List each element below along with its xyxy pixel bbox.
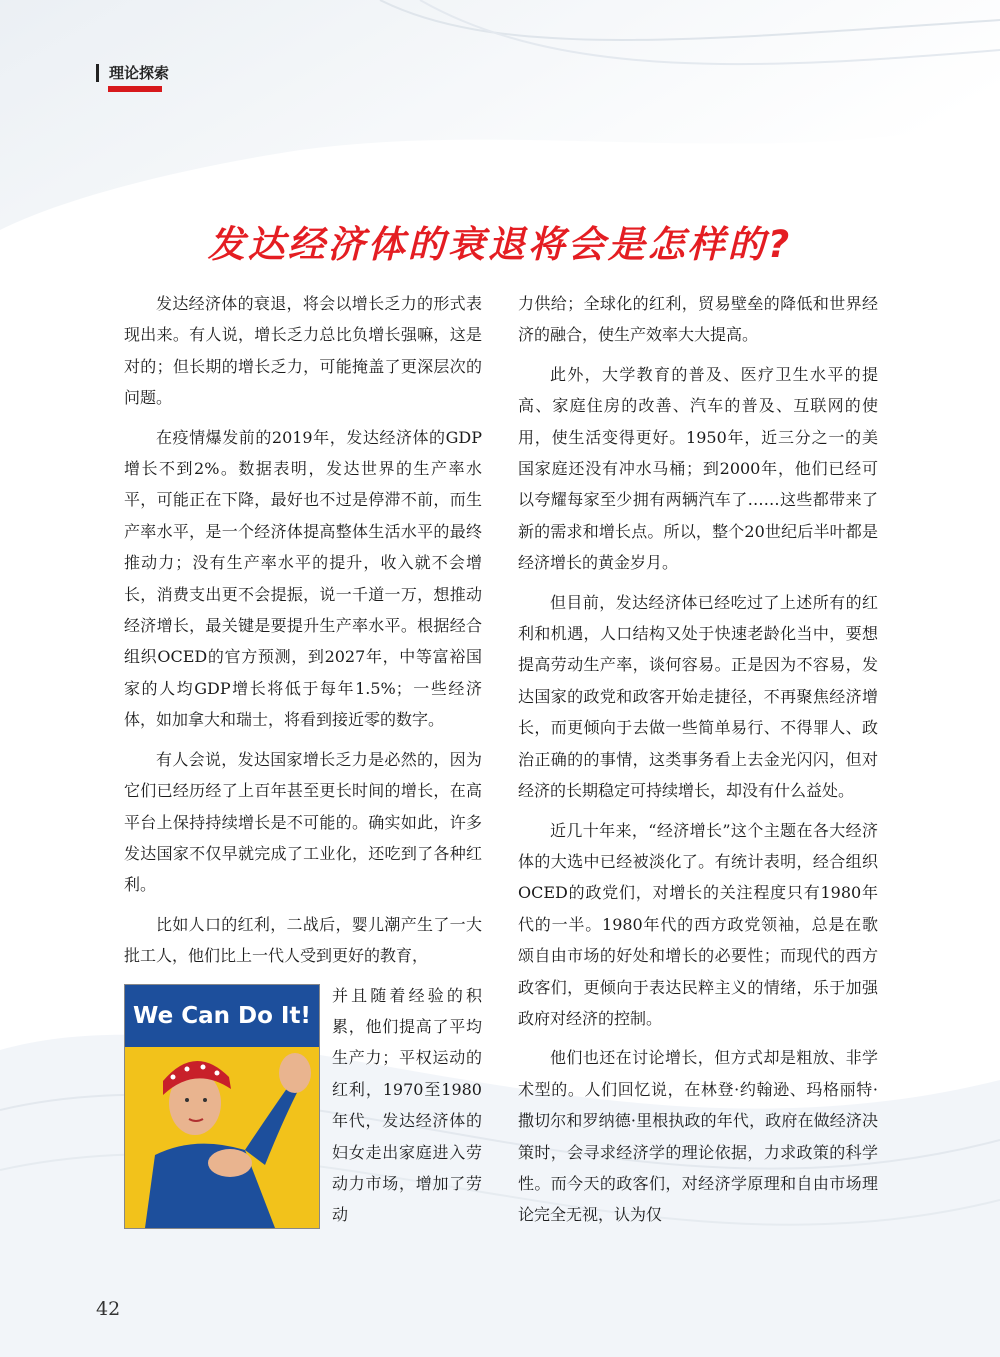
page-number: 42 xyxy=(96,1298,121,1320)
paragraph: 但目前，发达经济体已经吃过了上述所有的红利和机遇，人口结构又处于快速老龄化当中，要想提高劳动生产率，谈何容易。正是因为不容易，发达国家的政党和政客开始走捷径，不再聚焦经济增长，而更倾向于去做一些简单易行、不得罪人、政治正确的的事情，这类事务看上去金光闪闪，但对经济的长期稳定可持续增长，却没有什么益处。 xyxy=(518,592,878,801)
paragraph: 在疫情爆发前的2019年，发达经济体的GDP增长不到2%。数据表明，发达世界的生产率水平，可能正在下降，最好也不过是停滞不前，而生产率水平，是一个经济体提高整体生活水平的最终推动力；没有生产率水平的提升，收入就不会增长，消费支出更不会提振，说一千道一万，想推动经济增长，最关键是要提升生产率水平。根据经合组织OCED的官方预测，到2027年，中等富裕国家的人均GDP增长将低于每年1.5%；一些经济体，如加拿大和瑞士，将看到接近零的数字。 xyxy=(124,427,482,730)
right-column xyxy=(518,288,878,1239)
paragraph: 近几十年来，“经济增长”这个主题在各大经济体的大选中已经被淡化了。有统计表明，经合组织OCED的政党们，对增长的关注程度只有1980年代的一半。1980年代的西方政党领袖，总是在歌颂自由市场的好处和增长的必要性；而现代的西方政客们，更倾向于表达民粹主义的情绪，乐于加强政府对经济的控制。 xyxy=(518,820,878,1028)
paragraph: 比如人口的红利，二战后，婴儿潮产生了一大批工人，他们比上一代人受到更好的教育， xyxy=(124,914,482,966)
paragraph: 此外，大学教育的普及、医疗卫生水平的提高、家庭住房的改善、汽车的普及、互联网的使用，使生活变得更好。1950年，近三分之一的美国家庭还没有冲水马桶；到2000年，他们已经可以夸耀每家至少拥有两辆汽车了……这些都带来了新的需求和增长点。所以，整个20世纪后半叶都是经济增长的黄金岁月。 xyxy=(518,364,878,573)
section-tag-bar xyxy=(108,86,162,92)
poster-image xyxy=(124,984,320,1229)
poster-illustration xyxy=(125,985,319,1228)
paragraph-continued: 并且随着经验的积累，他们提高了平均生产力；平权运动的红利，1970至1980年代，发达经济体的妇女走出家庭进入劳动力市场，增加了劳动 xyxy=(332,985,482,1225)
paragraph: 发达经济体的衰退，将会以增长乏力的形式表现出来。有人说，增长乏力总比负增长强嘛，这是对的；但长期的增长乏力，可能掩盖了更深层次的问题。 xyxy=(124,294,482,408)
section-tag: 理论探索 xyxy=(96,64,169,82)
paragraph: 有人会说，发达国家增长乏力是必然的，因为它们已经历经了上百年甚至更长时间的增长，在高平台上保持持续增长是不可能的。确实如此，许多发达国家不仅早就完成了工业化，还吃到了各种红利。 xyxy=(124,749,482,895)
poster-caption: We Can Do It! xyxy=(133,1002,311,1029)
paragraph-continued: 力供给；全球化的红利，贸易壁垒的降低和世界经济的融合，使生产效率大大提高。 xyxy=(518,294,878,345)
article-title: 发达经济体的衰退将会是怎样的? xyxy=(207,223,793,266)
paragraph: 他们也还在讨论增长，但方式却是粗放、非学术型的。人们回忆说，在林登·约翰逊、玛格丽特·撒切尔和罗纳德·里根执政的年代，政府在做经济决策时，会寻求经济学的理论依据，力求政策的科学性。而今天的政客们，对经济学原理和自由市场理论完全无视，认为仅 xyxy=(518,1048,878,1225)
left-column xyxy=(124,288,482,1239)
